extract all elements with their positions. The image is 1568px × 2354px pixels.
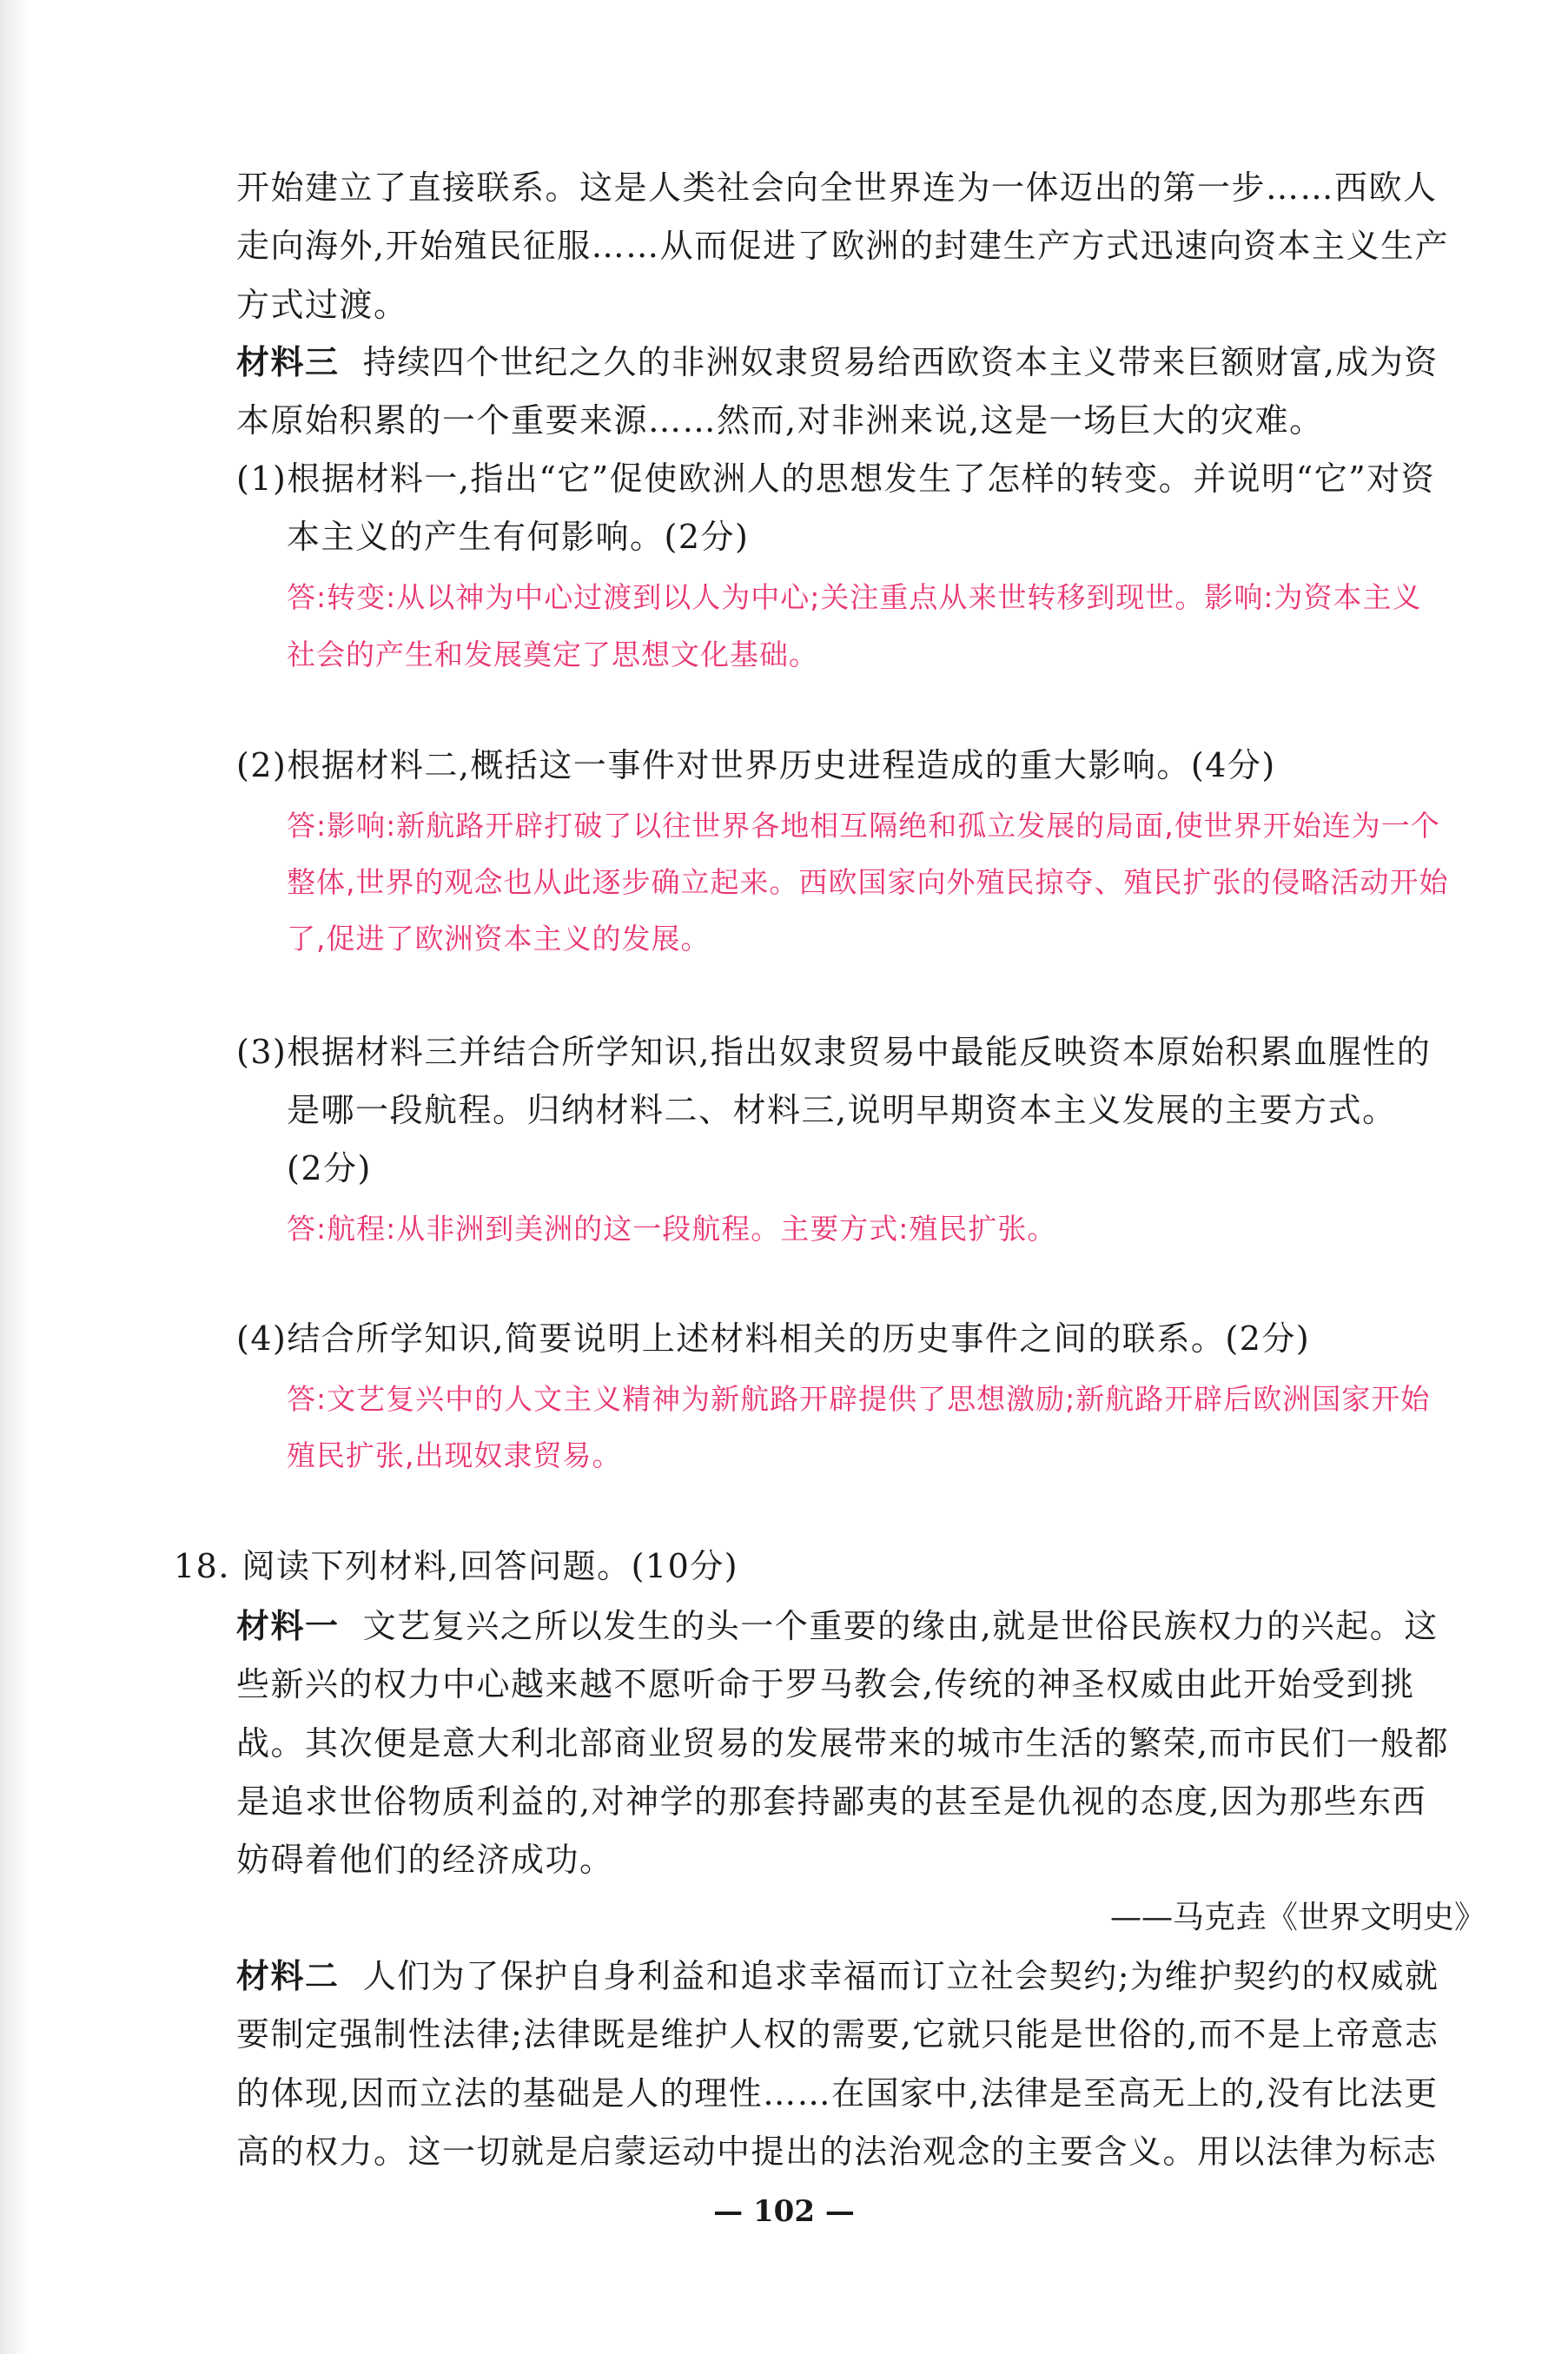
answer-2-line-1: 答:影响:新航路开辟打破了以往世界各地相互隔绝和孤立发展的局面,使世界开始连为一个: [287, 809, 1440, 843]
q18-material-two-label: 材料二: [236, 1956, 340, 1995]
q18-material-two-text: 人们为了保护自身利益和追求幸福而订立社会契约;为维护契约的权威就: [362, 1957, 1439, 1995]
q18-material-two-line-1: [236, 1956, 1439, 1995]
q18-material-one-text: 文艺复兴之所以发生的头一个重要的缘由,就是世俗民族权力的兴起。这: [362, 1607, 1439, 1645]
answer-3-line-1: 答:航程:从非洲到美洲的这一段航程。主要方式:殖民扩张。: [287, 1212, 1057, 1246]
q18-material-one-line-3: 战。其次便是意大利北部商业贸易的发展带来的城市生活的繁荣,而市民们一般都: [236, 1724, 1450, 1762]
q18-material-two-line-2: 要制定强制性法律;法律既是维护人权的需要,它就只能是世俗的,而不是上帝意志: [236, 2015, 1439, 2053]
answer-4-line-2: 殖民扩张,出现奴隶贸易。: [287, 1438, 622, 1472]
answer-2-line-3: 了,促进了欧洲资本主义的发展。: [287, 922, 711, 955]
material-three-line-2: 本原始积累的一个重要来源……然而,对非洲来说,这是一场巨大的灾难。: [236, 401, 1324, 440]
question-3-line-1: (3)根据材料三并结合所学知识,指出奴隶贸易中最能反映资本原始积累血腥性的: [236, 1033, 1432, 1071]
q18-material-one-label: 材料一: [236, 1606, 340, 1645]
material-three-text: 持续四个世纪之久的非洲奴隶贸易给西欧资本主义带来巨额财富,成为资: [362, 343, 1439, 381]
q18-material-one-source: ——马克垚《世界文明史》: [1109, 1900, 1485, 1935]
answer-2-line-2: 整体,世界的观念也从此逐步确立起来。西欧国家向外殖民掠夺、殖民扩张的侵略活动开始: [287, 865, 1449, 899]
q18-material-one-line-4: 是追求世俗物质利益的,对神学的那套持鄙夷的甚至是仇视的态度,因为那些东西: [236, 1782, 1427, 1821]
continued-text-line-1: 开始建立了直接联系。这是人类社会向全世界连为一体迈出的第一步……西欧人: [236, 169, 1438, 207]
question-1-line-2: 本主义的产生有何影响。(2分): [287, 518, 750, 556]
page-number: — 102 —: [713, 2194, 855, 2229]
question-3-line-3: (2分): [287, 1149, 372, 1187]
question-3-line-2: 是哪一段航程。归纳材料二、材料三,说明早期资本主义发展的主要方式。: [287, 1091, 1397, 1129]
answer-1-line-2: 社会的产生和发展奠定了思想文化基础。: [287, 638, 818, 671]
answer-1-line-1: 答:转变:从以神为中心过渡到以人为中心;关注重点从来世转移到现世。影响:为资本主义: [287, 580, 1422, 614]
q18-material-one-line-5: 妨碍着他们的经济成功。: [236, 1841, 614, 1879]
q18-material-two-line-4: 高的权力。这一切就是启蒙运动中提出的法治观念的主要含义。用以法律为标志: [236, 2132, 1438, 2171]
material-three-line-1: [236, 342, 1439, 381]
question-4-line-1: (4)结合所学知识,简要说明上述材料相关的历史事件之间的联系。(2分): [236, 1319, 1311, 1358]
continued-text-line-3: 方式过渡。: [236, 286, 408, 324]
continued-text-line-2: 走向海外,开始殖民征服……从而促进了欧洲的封建生产方式迅速向资本主义生产: [236, 227, 1450, 265]
q18-material-two-line-3: 的体现,因而立法的基础是人的理性……在国家中,法律是至高无上的,没有比法更: [236, 2074, 1439, 2113]
question-1-line-1: (1)根据材料一,指出“它”促使欧洲人的思想发生了怎样的转变。并说明“它”对资: [236, 460, 1436, 498]
q18-material-one-line-1: [236, 1606, 1439, 1645]
question-18-title: 18. 阅读下列材料,回答问题。(10分): [174, 1547, 739, 1585]
answer-4-line-1: 答:文艺复兴中的人文主义精神为新航路开辟提供了思想激励;新航路开辟后欧洲国家开始: [287, 1382, 1431, 1416]
material-three-label: 材料三: [236, 342, 340, 381]
q18-material-one-line-2: 些新兴的权力中心越来越不愿听命于罗马教会,传统的神圣权威由此开始受到挑: [236, 1665, 1415, 1703]
question-2-line-1: (2)根据材料二,概括这一事件对世界历史进程造成的重大影响。(4分): [236, 746, 1276, 784]
